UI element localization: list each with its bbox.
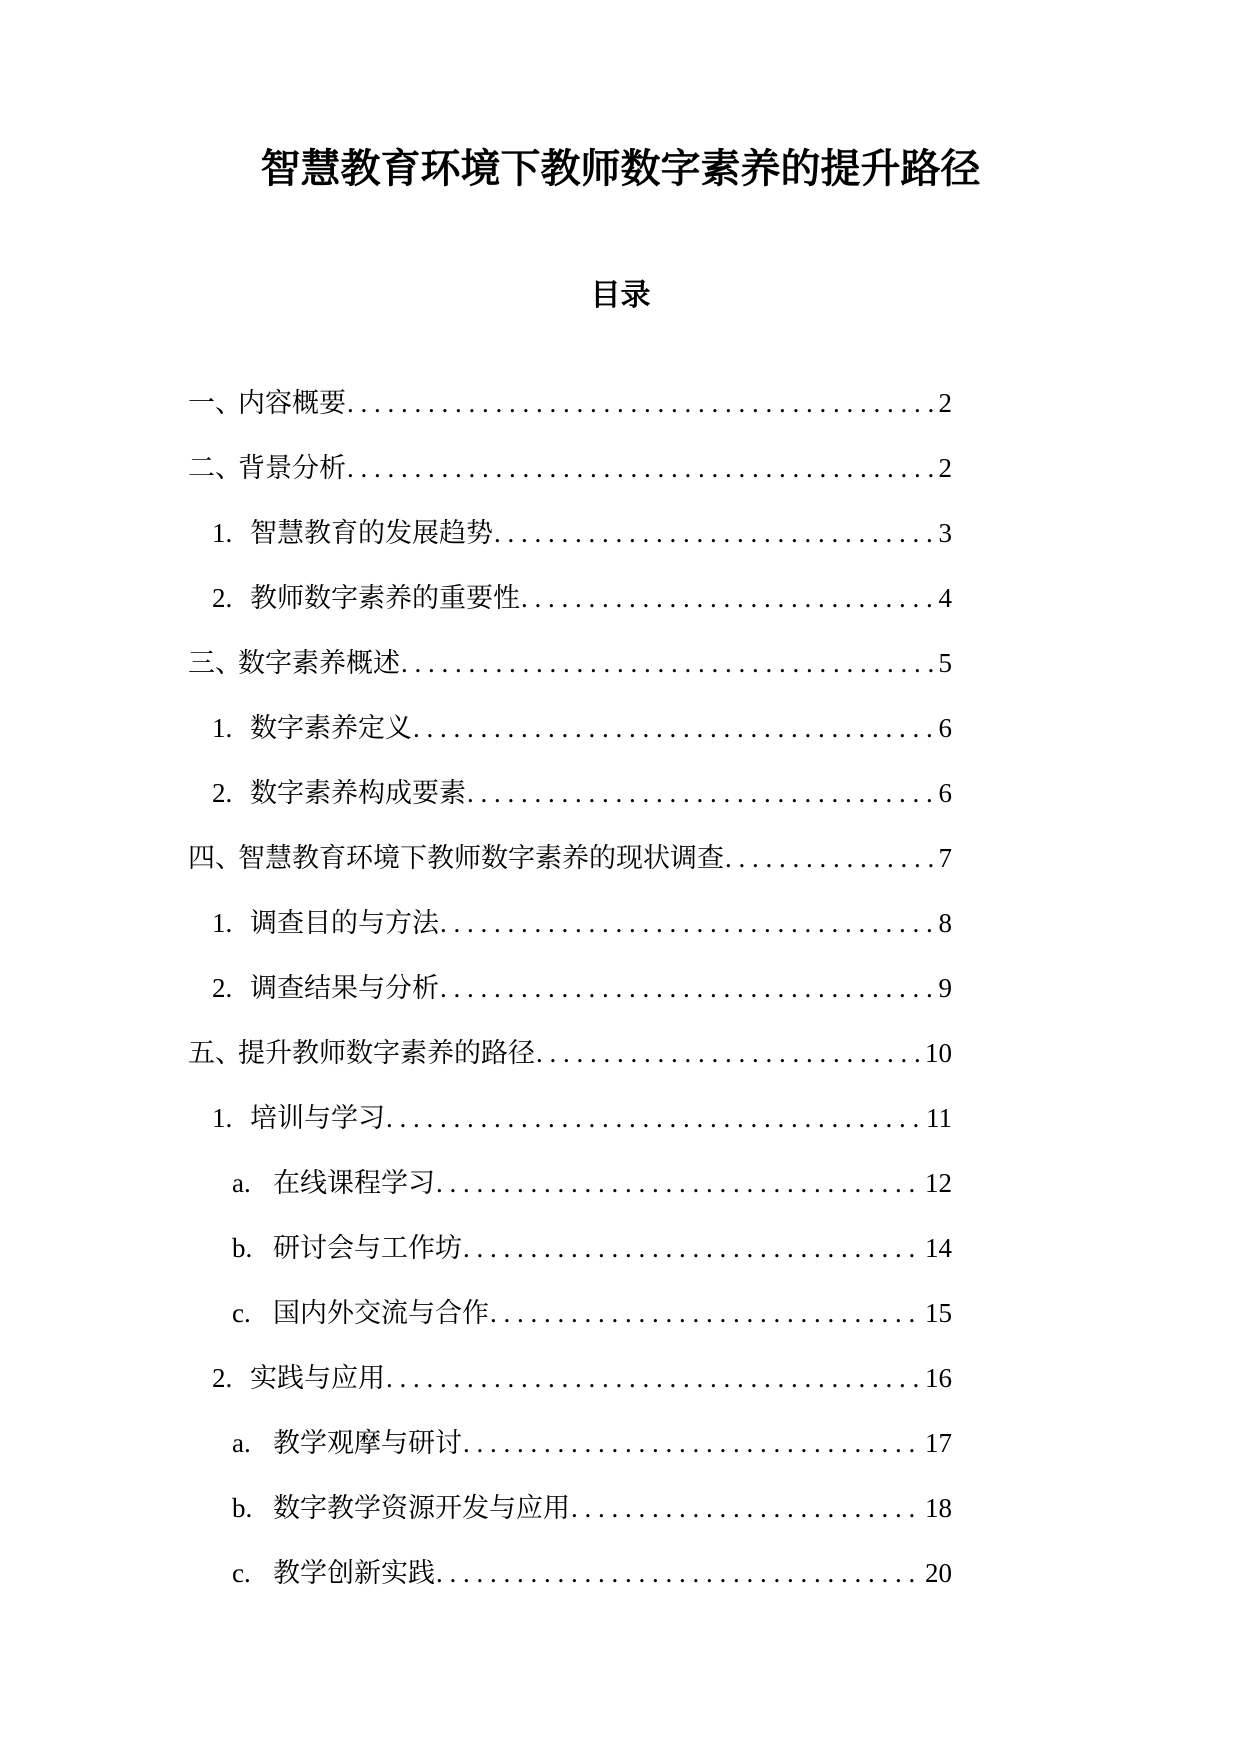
toc-leader-dots (467, 761, 937, 826)
toc-entry[interactable] (188, 826, 952, 891)
toc-entry-number: 四、 (188, 843, 242, 873)
toc-entry[interactable] (188, 1541, 952, 1606)
toc-entry-page: 10 (925, 1038, 952, 1068)
toc-entry-page: 4 (938, 583, 952, 613)
toc-entry-number: 五、 (188, 1038, 242, 1068)
toc-entry-label: 数字素养定义 (250, 713, 412, 743)
toc-entry-page: 14 (925, 1233, 952, 1263)
toc-entry-page: 17 (925, 1428, 952, 1458)
toc-entry-number: 2. (212, 973, 233, 1003)
toc-entry-number: b. (232, 1233, 253, 1263)
toc-entry[interactable] (188, 501, 952, 566)
toc-entry[interactable] (188, 956, 952, 1021)
toc-leader-dots (401, 631, 937, 696)
toc-entry-page: 16 (925, 1363, 952, 1393)
toc-entry[interactable] (188, 1476, 952, 1541)
toc-entry-label: 实践与应用 (250, 1363, 385, 1393)
toc-leader-dots (536, 1021, 923, 1086)
toc-entry-label: 教师数字素养的重要性 (250, 583, 520, 613)
toc-entry-label: 在线课程学习 (273, 1168, 435, 1198)
toc-entry-number: 2. (212, 1363, 233, 1393)
toc-entry-page: 5 (938, 648, 952, 678)
toc-entry-page: 3 (938, 518, 952, 548)
toc-entry-number: 1. (212, 518, 233, 548)
toc-entry[interactable] (188, 1411, 952, 1476)
toc-heading: 目录 (590, 279, 651, 312)
toc-entry[interactable] (188, 761, 952, 826)
toc-entry-label: 调查目的与方法 (250, 908, 439, 938)
toc-leader-dots (463, 1411, 923, 1476)
toc-entry[interactable] (188, 1086, 952, 1151)
toc-list (188, 371, 952, 1606)
toc-entry-number: 2. (212, 583, 233, 613)
toc-entry-label: 数字教学资源开发与应用 (273, 1493, 570, 1523)
toc-entry[interactable] (188, 631, 952, 696)
toc-entry-page: 7 (938, 843, 952, 873)
toc-entry-number: 三、 (188, 648, 242, 678)
toc-entry-label: 调查结果与分析 (250, 973, 439, 1003)
toc-entry[interactable] (188, 371, 952, 436)
toc-entry[interactable] (188, 436, 952, 501)
toc-leader-dots (347, 436, 937, 501)
toc-entry-page: 20 (925, 1558, 952, 1588)
toc-entry-label: 培训与学习 (250, 1103, 385, 1133)
toc-entry-number: a. (232, 1428, 251, 1458)
toc-entry-page: 2 (938, 453, 952, 483)
toc-entry-label: 智慧教育环境下教师数字素养的现状调查 (238, 843, 724, 873)
toc-entry[interactable] (188, 1281, 952, 1346)
toc-entry-page: 12 (925, 1168, 952, 1198)
toc-entry-page: 9 (938, 973, 952, 1003)
toc-entry-page: 6 (938, 778, 952, 808)
toc-leader-dots (347, 371, 937, 436)
toc-entry-page: 2 (938, 388, 952, 418)
toc-leader-dots (413, 696, 937, 761)
toc-entry-number: 1. (212, 713, 233, 743)
toc-leader-dots (436, 1541, 923, 1606)
toc-entry-number: 二、 (188, 453, 242, 483)
toc-entry-page: 6 (938, 713, 952, 743)
toc-leader-dots (494, 501, 937, 566)
toc-entry-label: 研讨会与工作坊 (273, 1233, 462, 1263)
toc-entry[interactable] (188, 1346, 952, 1411)
toc-entry-label: 背景分析 (238, 453, 346, 483)
toc-leader-dots (440, 891, 937, 956)
toc-entry[interactable] (188, 566, 952, 631)
toc-entry-label: 提升教师数字素养的路径 (238, 1038, 535, 1068)
toc-entry-page: 11 (926, 1103, 952, 1133)
toc-entry-label: 教学观摩与研讨 (273, 1428, 462, 1458)
toc-entry-number: c. (232, 1558, 251, 1588)
toc-entry-page: 18 (925, 1493, 952, 1523)
document-title: 智慧教育环境下教师数字素养的提升路径 (260, 146, 981, 191)
toc-entry-number: 1. (212, 1103, 233, 1133)
toc-leader-dots (571, 1476, 923, 1541)
toc-leader-dots (490, 1281, 923, 1346)
toc-entry-label: 数字素养概述 (238, 648, 400, 678)
toc-entry[interactable] (188, 696, 952, 761)
toc-entry-label: 教学创新实践 (273, 1558, 435, 1588)
toc-entry-number: 一、 (188, 388, 242, 418)
toc-entry-number: b. (232, 1493, 253, 1523)
toc-entry-number: 1. (212, 908, 233, 938)
toc-entry-page: 8 (938, 908, 952, 938)
toc-entry[interactable] (188, 1151, 952, 1216)
toc-leader-dots (436, 1151, 923, 1216)
toc-entry-page: 15 (925, 1298, 952, 1328)
toc-entry-number: a. (232, 1168, 251, 1198)
toc-leader-dots (463, 1216, 923, 1281)
toc-entry-number: c. (232, 1298, 251, 1328)
toc-entry-label: 智慧教育的发展趋势 (250, 518, 493, 548)
toc-leader-dots (521, 566, 937, 631)
toc-entry-number: 2. (212, 778, 233, 808)
toc-entry[interactable] (188, 1021, 952, 1086)
toc-entry-label: 国内外交流与合作 (273, 1298, 489, 1328)
toc-leader-dots (386, 1346, 923, 1411)
toc-leader-dots (386, 1086, 924, 1151)
toc-leader-dots (440, 956, 937, 1021)
toc-entry[interactable] (188, 891, 952, 956)
toc-entry-label: 数字素养构成要素 (250, 778, 466, 808)
toc-leader-dots (725, 826, 937, 891)
toc-entry-label: 内容概要 (238, 388, 346, 418)
toc-entry[interactable] (188, 1216, 952, 1281)
